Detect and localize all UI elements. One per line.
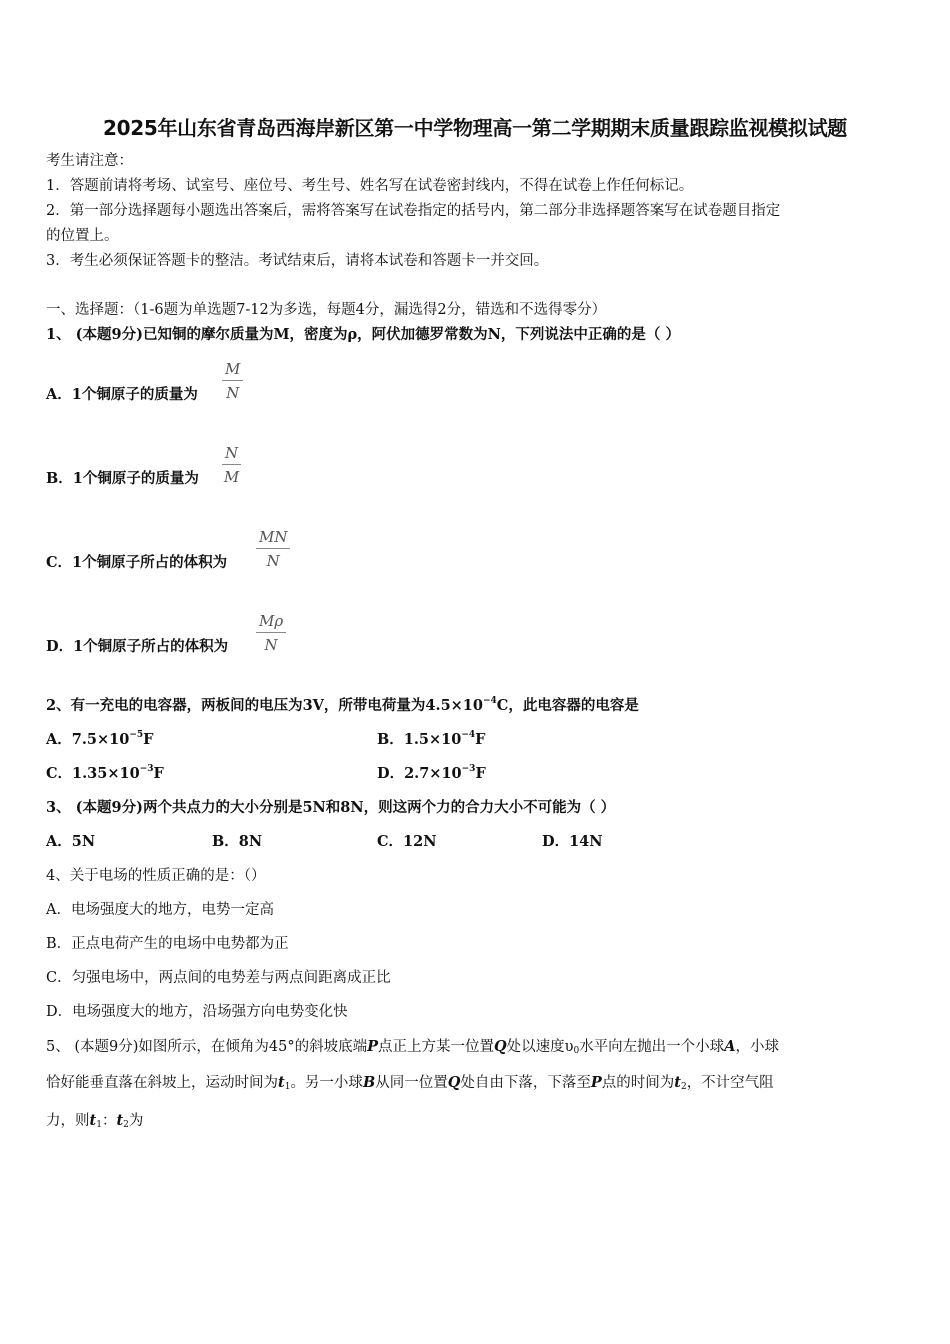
stem-text: 从同一位置 xyxy=(375,1075,448,1091)
subscript: 2 xyxy=(680,1082,687,1092)
ball-b: B xyxy=(362,1074,376,1091)
question-1-stem: 1、 (本题9分)已知铜的摩尔质量为M，密度为ρ，阿伏加德罗常数为N，下列说法中正确的是（ ） xyxy=(46,326,680,343)
time-t: t xyxy=(674,1074,681,1091)
q2-option-a xyxy=(46,731,153,749)
stem-text: C，此电容器的电容是 xyxy=(496,697,639,714)
stem-text: 水平向左抛出一个小球 xyxy=(579,1039,725,1055)
q1-option-c: C．1个铜原子所占的体积为 xyxy=(46,554,228,571)
stem-text: 力，则 xyxy=(46,1113,90,1129)
question-4-stem: 4、关于电场的性质正确的是：（） xyxy=(46,868,266,884)
stem-text: 点的时间为 xyxy=(601,1075,675,1091)
time-t: t xyxy=(89,1112,97,1129)
stem-text: ： xyxy=(101,1113,117,1129)
option-text: A．7.5×10 xyxy=(46,731,130,748)
notice-item-1: 1．答题前请将考场、试室号、座位号、考生号、姓名写在试卷密封线内，不得在试卷上作任何标记。 xyxy=(46,178,694,194)
q1-option-b-fraction xyxy=(222,444,241,486)
stem-text: ，小球 xyxy=(735,1039,779,1055)
q3-option-d: D．14N xyxy=(542,833,603,850)
exponent: −4 xyxy=(482,696,497,706)
notice-item-2-cont: 的位置上。 xyxy=(46,228,119,244)
fraction-denominator: M xyxy=(223,468,240,486)
option-unit: F xyxy=(143,731,154,748)
notice-item-2: 2．第一部分选择题每小题选出答案后，需将答案写在试卷指定的括号内，第二部分非选择题答案写在试卷题目指定 xyxy=(46,203,781,219)
option-unit: F xyxy=(475,765,486,782)
q1-option-a: A．1个铜原子的质量为 xyxy=(46,386,198,403)
stem-text: ，不计空气阻 xyxy=(686,1075,774,1091)
stem-text: 恰好能垂直落在斜坡上，运动时间为 xyxy=(46,1075,278,1091)
subscript: 1 xyxy=(284,1082,291,1092)
q4-option-d: D．电场强度大的地方，沿场强方向电势变化快 xyxy=(46,1004,348,1020)
point-p: P xyxy=(367,1038,378,1055)
question-2-stem xyxy=(46,697,639,715)
time-t: t xyxy=(116,1112,124,1129)
q4-option-c: C．匀强电场中，两点间的电势差与两点间距离成正比 xyxy=(46,970,391,986)
stem-text: 处自由下落，下落至 xyxy=(460,1075,591,1091)
q4-option-b: B．正点电荷产生的电场中电势都为正 xyxy=(46,936,289,952)
q1-option-b: B．1个铜原子的质量为 xyxy=(46,470,199,487)
q3-option-a: A．5N xyxy=(46,833,96,850)
q1-option-d: D．1个铜原子所占的体积为 xyxy=(46,638,229,655)
fraction-numerator: N xyxy=(222,444,241,465)
fraction-denominator: N xyxy=(226,384,240,402)
option-text: C．1.35×10 xyxy=(46,765,140,782)
option-text: D．2.7×10 xyxy=(377,765,462,782)
stem-text: 处以速度υ xyxy=(506,1039,574,1055)
subscript: 2 xyxy=(123,1120,129,1130)
fraction-denominator: N xyxy=(266,552,280,570)
question-5-line-2 xyxy=(46,1074,774,1092)
point-q: Q xyxy=(493,1038,507,1055)
point-q: Q xyxy=(447,1074,461,1091)
question-3-stem: 3、 (本题9分)两个共点力的大小分别是5N和8N，则这两个力的合力大小不可能为（ ） xyxy=(46,799,616,816)
time-t: t xyxy=(278,1074,285,1091)
exponent: −3 xyxy=(139,764,154,774)
page-title: 2025年山东省青岛西海岸新区第一中学物理高一第二学期期末质量跟踪监视模拟试题 xyxy=(103,116,847,140)
q1-option-a-fraction xyxy=(222,360,243,402)
section-heading: 一、选择题：（1-6题为单选题7-12为多选，每题4分，漏选得2分，错选和不选得零分） xyxy=(46,302,607,318)
fraction-numerator: MN xyxy=(256,528,290,549)
stem-text: 点正上方某一位置 xyxy=(377,1039,494,1055)
subscript: 0 xyxy=(573,1046,580,1056)
exponent: −5 xyxy=(129,730,144,740)
stem-text: 5、 (本题9分)如图所示，在倾角为45°的斜坡底端 xyxy=(46,1039,368,1055)
stem-text: 。另一小球 xyxy=(290,1075,363,1091)
q3-option-c: C．12N xyxy=(377,833,437,850)
option-unit: F xyxy=(475,731,486,748)
option-unit: F xyxy=(153,765,164,782)
notice-heading: 考生请注意： xyxy=(46,153,133,169)
stem-text: 2、有一充电的电容器，两板间的电压为3V，所带电荷量为4.5×10 xyxy=(46,697,483,714)
exponent: −3 xyxy=(461,764,476,774)
subscript: 1 xyxy=(96,1120,102,1130)
q2-option-d xyxy=(377,765,486,783)
q3-option-b: B．8N xyxy=(212,833,263,850)
ball-a: A xyxy=(724,1038,736,1055)
notice-item-3: 3．考生必须保证答题卡的整洁。考试结束后，请将本试卷和答题卡一并交回。 xyxy=(46,253,549,269)
fraction-numerator: Mρ xyxy=(256,612,286,633)
q2-option-c xyxy=(46,765,164,783)
fraction-numerator: M xyxy=(222,360,243,381)
stem-text: 为 xyxy=(128,1113,144,1129)
q2-option-b xyxy=(377,731,485,749)
question-5-line-1 xyxy=(46,1038,779,1056)
q4-option-a: A．电场强度大的地方，电势一定高 xyxy=(46,902,274,918)
question-5-line-3 xyxy=(46,1112,143,1130)
fraction-denominator: N xyxy=(264,636,278,654)
point-p: P xyxy=(590,1074,602,1091)
q1-option-c-fraction xyxy=(256,528,290,570)
exponent: −4 xyxy=(461,730,476,740)
option-text: B．1.5×10 xyxy=(377,731,462,748)
q1-option-d-fraction xyxy=(256,612,286,654)
